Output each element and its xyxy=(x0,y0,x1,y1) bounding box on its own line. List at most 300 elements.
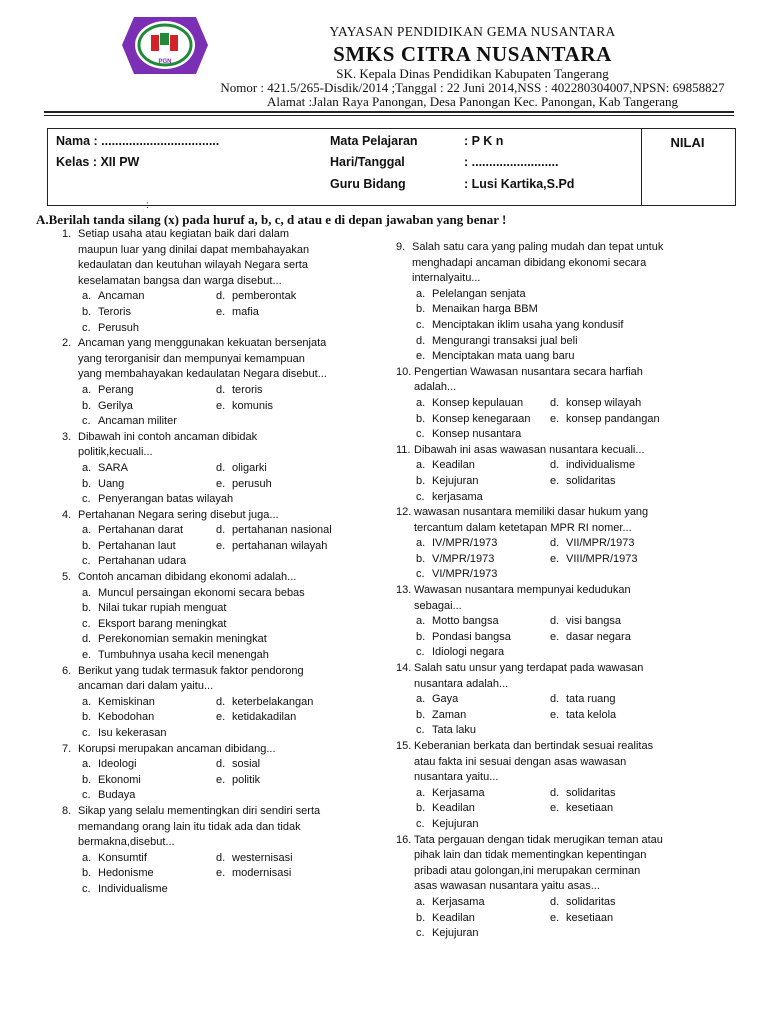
option-letter: c. xyxy=(416,318,425,331)
answer-option[interactable] xyxy=(82,773,216,789)
option-letter: e. xyxy=(82,649,92,662)
answer-option[interactable] xyxy=(216,539,327,555)
answer-option[interactable] xyxy=(82,695,216,711)
option-letter: d. xyxy=(216,758,226,771)
answer-option[interactable] xyxy=(82,539,216,555)
option-label: Kejujuran xyxy=(432,927,479,940)
option-label: Kejujuran xyxy=(432,817,479,830)
answer-option[interactable] xyxy=(416,895,550,911)
header-rule-thick xyxy=(44,111,734,113)
date-label: Hari/Tanggal xyxy=(330,155,405,169)
option-label: Kerjasama xyxy=(432,786,485,799)
option-label: Ekonomi xyxy=(98,773,141,786)
option-letter: e. xyxy=(550,474,560,487)
answer-option[interactable] xyxy=(82,414,177,430)
option-letter: d. xyxy=(216,524,226,537)
answer-option[interactable] xyxy=(416,786,550,802)
answer-option[interactable] xyxy=(550,911,613,927)
answer-option[interactable] xyxy=(416,302,538,318)
option-label: Tata laku xyxy=(432,724,477,737)
option-label: kesetiaan xyxy=(566,911,614,924)
header-rule-thin xyxy=(44,115,734,116)
question-text-line: bermakna,disebut... xyxy=(78,836,175,849)
answer-option[interactable] xyxy=(416,287,526,303)
option-letter: a. xyxy=(416,895,426,908)
option-label: konsep pandangan xyxy=(566,412,660,425)
answer-option[interactable] xyxy=(216,523,332,539)
answer-option[interactable] xyxy=(550,396,641,412)
option-label: Kemiskinan xyxy=(98,695,155,708)
option-label: keterbelakangan xyxy=(232,695,314,708)
question-number: 9. xyxy=(396,241,406,253)
answer-option[interactable] xyxy=(82,492,233,508)
option-label: Perekonomian semakin meningkat xyxy=(98,633,267,646)
option-label: Uang xyxy=(98,477,125,490)
option-label: Ideologi xyxy=(98,758,137,771)
option-label: Keadilan xyxy=(432,911,475,924)
answer-option[interactable] xyxy=(416,692,550,708)
answer-option[interactable] xyxy=(416,911,550,927)
student-identity-box xyxy=(47,128,642,206)
option-label: Eksport barang meningkat xyxy=(98,617,227,630)
question-text-line: Tata pergauan dengan tidak merugikan teman atau xyxy=(414,833,663,846)
answer-option[interactable] xyxy=(82,882,168,898)
option-label: solidaritas xyxy=(566,895,616,908)
option-label: Idiologi negara xyxy=(432,646,505,659)
option-letter: a. xyxy=(416,396,426,409)
option-letter: e. xyxy=(216,539,226,552)
option-letter: b. xyxy=(416,474,426,487)
question-item xyxy=(62,227,382,336)
question-text-line: atau fakta ini sesuai dengan asas wawasan xyxy=(414,755,627,768)
option-letter: a. xyxy=(82,290,92,303)
option-letter: e. xyxy=(550,630,560,643)
option-label: sosial xyxy=(232,758,261,771)
answer-option[interactable] xyxy=(550,786,616,802)
answer-option[interactable] xyxy=(416,817,478,833)
option-label: pertahanan wilayah xyxy=(232,539,328,552)
option-letter: c. xyxy=(416,490,425,503)
option-label: Perusuh xyxy=(98,321,139,334)
option-letter: a. xyxy=(416,615,426,628)
option-letter: d. xyxy=(416,334,426,347)
answer-option[interactable] xyxy=(82,477,216,493)
option-label: Kebodohan xyxy=(98,711,155,724)
question-text-line: Dibawah ini asas wawasan nusantara kecuali... xyxy=(414,443,645,456)
answer-option[interactable] xyxy=(416,412,550,428)
option-label: Ancaman xyxy=(98,290,145,303)
option-letter: d. xyxy=(550,895,560,908)
question-number: 15. xyxy=(396,740,412,752)
decree-line: SK. Kepala Dinas Pendidikan Kabupaten Tangerang xyxy=(336,66,609,81)
answer-option[interactable] xyxy=(416,926,478,942)
stray-colon: : xyxy=(146,200,149,211)
option-letter: a. xyxy=(82,586,92,599)
option-letter: b. xyxy=(416,708,426,721)
option-letter: d. xyxy=(216,383,226,396)
option-label: Budaya xyxy=(98,789,136,802)
option-label: mafia xyxy=(232,305,259,318)
option-letter: c. xyxy=(416,724,425,737)
answer-option[interactable] xyxy=(416,318,623,334)
option-label: westernisasi xyxy=(232,851,293,864)
option-letter: c. xyxy=(82,617,91,630)
question-text-line: memandang orang lain itu tidak ada dan tidak xyxy=(78,820,301,833)
option-letter: e. xyxy=(216,305,226,318)
question-text-line: pribadi atau golongan,ini merupakan cerminan xyxy=(414,864,641,877)
option-letter: c. xyxy=(416,817,425,830)
teacher-label: Guru Bidang xyxy=(330,177,406,191)
option-letter: e. xyxy=(550,802,560,815)
answer-option[interactable] xyxy=(216,477,272,493)
question-text-line: yang terorganisir dan mempunyai kemampuan xyxy=(78,352,305,365)
option-label: Ancaman militer xyxy=(98,415,177,428)
option-letter: a. xyxy=(82,383,92,396)
question-number: 5. xyxy=(62,571,72,584)
option-letter: c. xyxy=(82,493,91,506)
option-label: Menciptakan iklim usaha yang kondusif xyxy=(432,318,624,331)
option-letter: b. xyxy=(82,602,92,615)
question-text-line: Setiap usaha atau kegiatan baik dari dalam xyxy=(78,228,289,240)
question-text-line: Keberanian berkata dan bertindak sesuai realitas xyxy=(414,740,654,752)
option-label: Gerilya xyxy=(98,399,133,412)
option-letter: b. xyxy=(82,773,92,786)
option-letter: b. xyxy=(416,412,426,425)
instruction-text: A.Berilah tanda silang (x) pada huruf a, b, c, d atau e di depan jawaban yang benar ! xyxy=(36,212,507,227)
answer-option[interactable] xyxy=(416,723,476,739)
answer-option[interactable] xyxy=(216,399,273,415)
answer-option[interactable] xyxy=(216,866,291,882)
answer-option[interactable] xyxy=(216,695,313,711)
option-letter: d. xyxy=(550,459,560,472)
option-label: Menciptakan mata uang baru xyxy=(432,350,575,363)
answer-option[interactable] xyxy=(416,801,550,817)
answer-option[interactable] xyxy=(82,632,267,648)
option-letter: a. xyxy=(82,461,92,474)
option-label: Keadilan xyxy=(432,459,475,472)
option-label: solidaritas xyxy=(566,474,616,487)
option-letter: e. xyxy=(416,350,426,363)
question-item xyxy=(396,739,726,833)
question-item xyxy=(62,742,382,804)
answer-option[interactable] xyxy=(550,692,616,708)
option-letter: b. xyxy=(416,303,426,316)
option-label: individualisme xyxy=(566,459,636,472)
option-label: visi bangsa xyxy=(566,615,622,628)
question-text-line: Salah satu unsur yang terdapat pada wawasan xyxy=(414,662,644,675)
answer-option[interactable] xyxy=(216,851,293,867)
option-label: VII/MPR/1973 xyxy=(566,537,635,550)
option-label: pemberontak xyxy=(232,290,297,303)
answer-option[interactable] xyxy=(550,458,635,474)
question-text-line: menghadapi ancaman dibidang ekonomi secara xyxy=(412,256,647,269)
answer-option[interactable] xyxy=(82,757,216,773)
question-text-line: Korupsi merupakan ancaman dibidang... xyxy=(78,742,276,755)
question-number: 16. xyxy=(396,833,412,846)
option-label: solidaritas xyxy=(566,786,616,799)
date-field[interactable]: : ......................... xyxy=(464,155,559,169)
option-label: ketidakadilan xyxy=(232,711,297,724)
option-label: Menaikan harga BBM xyxy=(432,303,538,316)
question-item xyxy=(396,833,726,942)
option-letter: e. xyxy=(550,708,560,721)
question-text-line: Pertahanan Negara sering disebut juga... xyxy=(78,508,279,521)
answer-option[interactable] xyxy=(216,305,259,321)
question-text-line: politik,kecuali... xyxy=(78,446,153,459)
option-label: Kerjasama xyxy=(432,895,485,908)
answer-option[interactable] xyxy=(416,630,550,646)
answer-option[interactable] xyxy=(416,490,483,506)
option-label: Teroris xyxy=(98,305,132,318)
option-letter: d. xyxy=(82,633,92,646)
option-letter: a. xyxy=(82,695,92,708)
option-label: Penyerangan batas wilayah xyxy=(98,493,234,506)
subject-label: Mata Pelajaran xyxy=(330,134,418,148)
answer-option[interactable] xyxy=(550,895,616,911)
answer-option[interactable] xyxy=(82,866,216,882)
option-letter: e. xyxy=(550,552,560,565)
option-label: modernisasi xyxy=(232,867,292,880)
answer-option[interactable] xyxy=(82,586,305,602)
option-label: Konsep kepulauan xyxy=(432,396,524,409)
option-label: komunis xyxy=(232,399,273,412)
answer-option[interactable] xyxy=(82,648,269,664)
question-number: 4. xyxy=(62,508,72,521)
question-item xyxy=(62,664,382,742)
question-item xyxy=(396,240,726,365)
answer-option[interactable] xyxy=(416,567,497,583)
option-label: Pertahanan darat xyxy=(98,524,184,537)
option-label: V/MPR/1973 xyxy=(432,552,495,565)
option-letter: b. xyxy=(416,552,426,565)
option-label: IV/MPR/1973 xyxy=(432,537,498,550)
answer-option[interactable] xyxy=(550,474,616,490)
question-text-line: adalah... xyxy=(414,381,457,394)
question-number: 8. xyxy=(62,804,72,817)
answer-option[interactable] xyxy=(416,708,550,724)
score-label: NILAI xyxy=(670,135,705,150)
answer-option[interactable] xyxy=(82,461,216,477)
question-number: 3. xyxy=(62,430,72,443)
question-text-line: sebagai... xyxy=(414,599,462,612)
option-letter: d. xyxy=(550,537,560,550)
option-letter: d. xyxy=(216,290,226,303)
option-label: tata kelola xyxy=(566,708,617,721)
option-letter: c. xyxy=(82,882,91,895)
option-label: Zaman xyxy=(432,708,467,721)
option-letter: b. xyxy=(82,711,92,724)
question-text-line: Ancaman yang menggunakan kekuatan bersenjata xyxy=(78,337,327,350)
option-label: Konsumtif xyxy=(98,851,147,864)
answer-option[interactable] xyxy=(82,851,216,867)
answer-option[interactable] xyxy=(82,710,216,726)
question-item xyxy=(62,430,382,508)
answer-option[interactable] xyxy=(416,349,574,365)
option-label: Konsep nusantara xyxy=(432,428,522,441)
option-letter: c. xyxy=(416,646,425,659)
option-letter: b. xyxy=(416,630,426,643)
option-letter: a. xyxy=(416,287,426,300)
answer-option[interactable] xyxy=(216,710,296,726)
option-letter: b. xyxy=(82,477,92,490)
option-letter: c. xyxy=(416,428,425,441)
option-letter: e. xyxy=(550,412,560,425)
option-label: pertahanan nasional xyxy=(232,524,332,537)
option-letter: a. xyxy=(416,786,426,799)
option-letter: c. xyxy=(416,927,425,940)
option-label: Pondasi bangsa xyxy=(432,630,511,643)
answer-option[interactable] xyxy=(82,399,216,415)
answer-option[interactable] xyxy=(550,801,613,817)
answer-option[interactable] xyxy=(82,523,216,539)
answer-option[interactable] xyxy=(416,458,550,474)
question-text-line: Contoh ancaman dibidang ekonomi adalah... xyxy=(78,571,297,584)
answer-option[interactable] xyxy=(82,726,166,742)
option-letter: a. xyxy=(82,524,92,537)
option-label: Keadilan xyxy=(432,802,475,815)
option-letter: b. xyxy=(416,802,426,815)
question-text-line: Pengertian Wawasan nusantara secara harfiah xyxy=(414,365,643,378)
answer-option[interactable] xyxy=(416,334,578,350)
option-label: teroris xyxy=(232,383,263,396)
option-letter: a. xyxy=(82,758,92,771)
answer-option[interactable] xyxy=(82,321,139,337)
option-label: politik xyxy=(232,773,261,786)
answer-option[interactable] xyxy=(550,412,660,428)
question-text-line: maupun luar yang dinilai dapat membahayakan xyxy=(78,243,310,256)
answer-option[interactable] xyxy=(216,757,260,773)
question-text-line: ancaman dari dalam yaitu... xyxy=(78,680,214,693)
answer-option[interactable] xyxy=(416,427,521,443)
option-letter: c. xyxy=(82,415,91,428)
answer-option[interactable] xyxy=(216,289,296,305)
question-text-line: pihak lain dan tidak mementingkan kepentingan xyxy=(414,849,647,862)
questions-left-column xyxy=(62,227,382,898)
option-label: Perang xyxy=(98,383,134,396)
answer-option[interactable] xyxy=(216,461,267,477)
answer-option[interactable] xyxy=(416,536,550,552)
answer-option[interactable] xyxy=(216,773,260,789)
answer-option[interactable] xyxy=(82,601,226,617)
score-box[interactable] xyxy=(640,128,736,206)
option-label: Motto bangsa xyxy=(432,615,499,628)
question-text-line: asas wawasan nusantara yaitu asas... xyxy=(414,880,600,893)
question-item xyxy=(396,443,726,505)
answer-option[interactable] xyxy=(416,552,550,568)
option-letter: d. xyxy=(216,695,226,708)
name-field[interactable]: Nama : .................................. xyxy=(56,134,220,148)
option-label: SARA xyxy=(98,461,128,474)
question-number: 1. xyxy=(62,228,72,240)
class-field: Kelas : XII PW xyxy=(56,155,140,169)
answer-option[interactable] xyxy=(550,630,631,646)
option-label: Muncul persaingan ekonomi secara bebas xyxy=(98,586,305,599)
option-letter: b. xyxy=(82,305,92,318)
option-letter: d. xyxy=(550,786,560,799)
question-item xyxy=(62,570,382,664)
option-label: Pelelangan senjata xyxy=(432,287,526,300)
option-letter: e. xyxy=(216,399,226,412)
question-item xyxy=(396,365,726,443)
option-label: Pertahanan laut xyxy=(98,539,176,552)
answer-option[interactable] xyxy=(550,552,638,568)
question-text-line: Sikap yang selalu mementingkan diri sendiri serta xyxy=(78,804,321,817)
option-letter: c. xyxy=(82,789,91,802)
option-letter: d. xyxy=(216,461,226,474)
option-label: Individualisme xyxy=(98,882,168,895)
option-letter: b. xyxy=(82,539,92,552)
option-label: dasar negara xyxy=(566,630,631,643)
answer-option[interactable] xyxy=(550,708,616,724)
answer-option[interactable] xyxy=(82,383,216,399)
answer-option[interactable] xyxy=(416,614,550,630)
answer-option[interactable] xyxy=(82,617,226,633)
option-letter: a. xyxy=(416,537,426,550)
question-number: 6. xyxy=(62,664,72,677)
option-letter: b. xyxy=(416,911,426,924)
option-label: VI/MPR/1973 xyxy=(432,568,498,581)
answer-option[interactable] xyxy=(82,305,216,321)
option-label: konsep wilayah xyxy=(566,396,642,409)
question-number: 13. xyxy=(396,584,412,597)
question-text-line: Berikut yang tudak termasuk faktor pendorong xyxy=(78,664,304,677)
option-letter: c. xyxy=(82,321,91,334)
subject-value: : P K n xyxy=(464,134,504,148)
option-letter: e. xyxy=(550,911,560,924)
teacher-value: : Lusi Kartika,S.Pd xyxy=(464,177,575,191)
option-letter: d. xyxy=(550,615,560,628)
question-text-line: Dibawah ini contoh ancaman dibidak xyxy=(78,430,258,443)
answer-option[interactable] xyxy=(82,289,216,305)
option-letter: d. xyxy=(216,851,226,864)
question-number: 2. xyxy=(62,337,72,350)
question-text-line: kedaulatan dan keutuhan wilayah Negara serta xyxy=(78,259,308,272)
answer-option[interactable] xyxy=(550,536,634,552)
option-label: Pertahanan udara xyxy=(98,555,187,568)
question-text-line: yang membahayakan kedaulatan Negara disebut... xyxy=(78,368,327,381)
option-label: tata ruang xyxy=(566,693,616,706)
registration-line: Nomor : 421.5/265-Disdik/2014 ;Tanggal : 22 Juni 2014,NSS : 402280304007,NPSN: 69858827 xyxy=(220,80,725,95)
answer-option[interactable] xyxy=(416,474,550,490)
option-label: Isu kekerasan xyxy=(98,727,167,739)
option-letter: c. xyxy=(82,727,91,739)
question-item xyxy=(62,804,382,898)
question-number: 11. xyxy=(396,443,411,456)
foundation-name: YAYASAN PENDIDIKAN GEMA NUSANTARA xyxy=(329,24,616,39)
question-number: 10. xyxy=(396,365,412,378)
option-label: Hedonisme xyxy=(98,867,154,880)
option-letter: b. xyxy=(82,867,92,880)
question-text-line: wawasan nusantara memiliki dasar hukum yang xyxy=(414,506,649,519)
question-text-line: Wawasan nusantara mempunyai kedudukan xyxy=(414,584,631,597)
answer-option[interactable] xyxy=(82,788,135,804)
question-text-line: nusantara adalah... xyxy=(414,677,509,690)
question-text-line: Salah satu cara yang paling mudah dan tepat untuk xyxy=(412,241,664,253)
answer-option[interactable] xyxy=(82,554,186,570)
option-label: Konsep kenegaraan xyxy=(432,412,531,425)
option-letter: a. xyxy=(416,693,426,706)
school-name: SMKS CITRA NUSANTARA xyxy=(333,42,612,66)
answer-option[interactable] xyxy=(416,645,504,661)
answer-option[interactable] xyxy=(216,383,263,399)
answer-option[interactable] xyxy=(416,396,550,412)
option-label: Nilai tukar rupiah menguat xyxy=(98,602,227,615)
question-item xyxy=(62,508,382,570)
option-letter: e. xyxy=(216,711,226,724)
option-label: VIII/MPR/1973 xyxy=(566,552,638,565)
answer-option[interactable] xyxy=(550,614,621,630)
question-number: 12. xyxy=(396,506,412,519)
